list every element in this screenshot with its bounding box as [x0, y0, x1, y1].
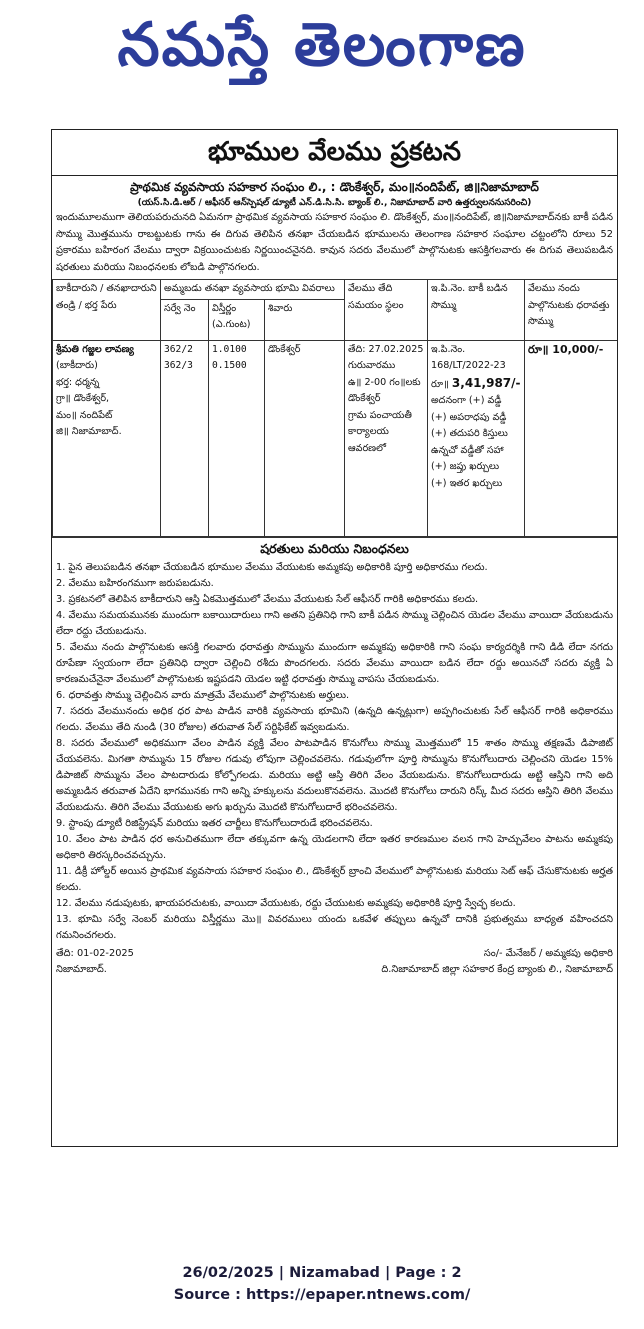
term-item: 1. పైన తెలుపబడిన తనఖా చేయబడిన భూముల వేలము వేయుటకు అమ్మకపు అధికారికి పూర్తి అధికారము గలదు. — [56, 561, 488, 573]
header-extent: విస్తీర్ణం (ఎ.గుంట) — [209, 299, 265, 340]
terms-list — [52, 560, 617, 944]
additional-charge-6: (+) ఇతర ఖర్చులు — [431, 477, 503, 489]
auction-date: తేది: 27.02.2025 — [348, 343, 424, 355]
owner-husband: భర్త: ధర్మన్న — [56, 376, 100, 388]
owner-village: గ్రా॥ డొంకేశ్వర్, — [56, 393, 110, 404]
auction-notice — [51, 129, 618, 1147]
survey-number-2: 362/3 — [164, 360, 193, 371]
auction-venue-2: గ్రామ పంచాయతీ — [348, 409, 412, 421]
header-land-details: అమ్మబడు తనఖా వ్యవసాయ భూమి వివరాలు — [161, 280, 345, 300]
auction-day: గురువారము — [348, 360, 396, 371]
owner-mandal: మం॥ నందిపేట్ — [56, 409, 113, 421]
signatory: సం/- మేనేజర్ / అమ్మకపు అధికారి — [483, 947, 613, 959]
notice-date: తేది: 01-02-2025 — [56, 947, 134, 959]
deposit-cell — [525, 340, 619, 536]
signature-row — [52, 944, 617, 962]
bank-name: ది.నిజామాబాద్ జిల్లా సహకార కేంద్ర బ్యాంకు లి., నిజామాబాద్ — [381, 963, 613, 975]
additional-charge-5: (+) జప్తు ఖర్చులు — [431, 461, 500, 472]
term-item: 2. వేలము బహిరంగముగా జరుపబడును. — [56, 577, 214, 589]
page-footer — [0, 1262, 644, 1306]
organization-subline: (యస్.సి.డి.ఆర్ / ఆఫీసర్ ఆన్‌స్పెషల్ డ్యూటీ ఎన్.డి.సి.సి. బ్యాంక్ లి., నిజామాబాద్ వారి ఉత్తర్వులననుసరించి) — [137, 198, 532, 208]
header-survey: సర్వే నెం — [161, 299, 209, 340]
table-row — [53, 340, 619, 536]
term-item: 10. వేలం పాట పాడిన ధర అనుచితముగా లేదా తక్కువగా ఉన్న యెడలగాని లేదా ఇతర కారణముల వలన గాని హెచ్చువేలం పాటను అమ్మకపు అధికారి తిరస్కరించవచ్చును. — [56, 833, 613, 861]
organization-line: ప్రాథమిక వ్యవసాయ సహకార సంఘం లి., : డొంకేశ్వర్, మం॥నందిపేట్, జి॥నిజామాబాద్ — [130, 180, 539, 194]
signature-row-2 — [52, 962, 617, 978]
survey-cell — [161, 340, 209, 536]
term-item: 5. వేలము నందు పాల్గొనుటకు ఆసక్తి గలవారు ధరావత్తు సొమ్మును ముందుగా అమ్మకపు అధికారికి గాని సంఘ కార్యదర్శికి గాని డిడి లేదా నగదు రూపేణా స్వయంగా లేదా ప్రతినిధి ద్వారా చెల్లించి రశీదు పొందగలరు. సదరు వేలము వాయిదా బడిన లేదా రద్దు అయినచో సదరు వ్యక్తి ఏ కారణమచేనైనా వేలములో పాల్గొనుటకు ఇష్టపడని యెడల ఇట్టి ధరావత్తు సొమ్ము వాపసు చేయబడును. — [56, 641, 613, 685]
extent-2: 0.1500 — [212, 360, 247, 371]
ep-number: 168/LT/2022-23 — [431, 360, 506, 371]
header-deposit: వేలము నందు పాల్గొనుటకు ధరావత్తు సొమ్ము — [525, 280, 619, 341]
additional-charge-4: ఉన్నచో వడ్డీతో సహా — [431, 444, 504, 456]
term-item: 4. వేలము సమయమునకు ముందుగా బకాయిదారులు గాని అతని ప్రతినిధి గాని బాకీ పడిన సొమ్ము చెల్లించిన యెడల వేలము వాయిదా వేయబడును లేదా రద్దు చేయబడును. — [56, 609, 613, 637]
term-item: 12. వేలము నడుపుటకు, ఖాయపరచుటకు, వాయిదా వేయుటకు, రద్దు చేయుటకు అమ్మకపు అధికారికి పూర్తి స్వేచ్ఛ కలదు. — [56, 897, 516, 909]
table-header-row — [53, 280, 619, 300]
term-item: 7. సదరు వేలమునందు అధిక ధర పాట పాడిన వారికి వ్యవసాయ భూమిని (ఉన్నది ఉన్నట్లుగా) అప్పగించుటకు సేల్ ఆఫీసర్ గారికి అధికారము గలదు. వేలము తేది నుండి (30 రోజుల) తరువాత సేల్ సర్టిఫికేట్ ఇవ్వబడును. — [56, 705, 613, 733]
village-name: డొంకేశ్వర్ — [268, 343, 301, 355]
additional-charge-2: (+) అపరాధపు వడ్డీ — [431, 411, 507, 423]
terms-title: షరతులు మరియు నిబంధనలు — [52, 537, 617, 560]
term-item: 11. డిక్రీ హోల్డర్ అయిన ప్రాథమిక వ్యవసాయ సహకార సంఘం లి., డొంకేశ్వర్ బ్రాంచి వేలములో పాల్గొనుటకు మరియు సెట్ ఆఫ్ చేసుకొనుటకు అర్హత కలదు. — [56, 865, 613, 893]
datetime-cell — [345, 340, 428, 536]
intro-paragraph: ఇందుమూలముగా తెలియపరుచునది ఏమనగా ప్రాథమిక వ్యవసాయ సహకార సంఘం లి. డొంకేశ్వర్, మం॥నందిపేట్, జి॥నిజామాబాద్‌నకు బాకీ పడిన సొమ్ము మొత్తమును రాబట్టుటకు గాను ఈ దిగువ తెలిపిన తనఖా చేయబడిన భూములను తెలంగాణ సహకార సంఘాల చట్టంలోని రూలు 52 ప్రకారము బహిరంగ వేలము ద్వారా విక్రయించుటకు నిర్ణయించనైనది. కావున సదరు వేలములో పాల్గొనుటకు ఆసక్తిగలవారు ఈ దిగువ తెలుపబడిన షరతులు మరియు నిబంధనలకు లోబడి పాల్గొనగలరు. — [56, 212, 613, 273]
deposit-amount: రూ॥ 10,000/- — [528, 342, 604, 356]
ep-label: ఇ.పి.నెం. — [431, 343, 466, 355]
additional-charge-1: అదనంగా (+) వడ్డీ — [431, 395, 502, 406]
header-datetime: వేలము తేది సమయం స్థలం — [345, 280, 428, 341]
notice-place: నిజామాబాద్. — [56, 963, 107, 975]
owner-name: శ్రీమతి గజ్జల లావణ్య — [56, 343, 134, 355]
survey-number-1: 362/2 — [164, 343, 193, 355]
owner-district: జి॥ నిజామాబాద్. — [56, 426, 122, 437]
term-item: 3. ప్రకటనలో తెలిపిన బాకీదారుని ఆస్తి ఏకమొత్తములో వేలము వేయుటకు సేల్ ఆఫీసర్ గారికి అధికారము కలదు. — [56, 593, 479, 605]
auction-time: ఉ॥ 2-00 గం॥లకు — [348, 376, 421, 388]
owner-role: (బాకీదారు) — [56, 360, 98, 371]
header-ep-balance: ఇ.పి.నెం. బాకీ బడిన సొమ్ము — [428, 280, 525, 341]
notice-title: భూముల వేలము ప్రకటన — [52, 130, 617, 176]
amount-prefix: రూ॥ — [431, 378, 449, 390]
owner-cell — [53, 340, 161, 536]
footer-edition-line: 26/02/2025 | Nizamabad | Page : 2 — [182, 1265, 462, 1281]
term-item: 6. ధరావత్తు సొమ్ము చెల్లించిన వారు మాత్రమే వేలములో పాల్గొనుటకు అర్హులు. — [56, 689, 350, 701]
village-cell — [265, 340, 345, 536]
balance-amount-line — [431, 375, 521, 394]
auction-venue-3: కార్యాలయ ఆవరణలో — [348, 426, 389, 454]
extent-cell — [209, 340, 265, 536]
term-item: 9. స్టాంపు డ్యూటీ రిజిస్ట్రేషన్ మరియు ఇతర చార్జీలు కొనుగోలుదారుడే భరించవలెను. — [56, 817, 373, 829]
header-village: శివారు — [265, 299, 345, 340]
header-owner: బాకీదారుని / తనఖాదారుని తండ్రి / భర్త పేరు — [53, 280, 161, 341]
extent-1: 1.0100 — [212, 343, 247, 355]
term-item: 13. భూమి సర్వే నెంబర్ మరియు విస్తీర్ణము మొ॥ వివరములు యందు ఒకవేళ తప్పులు ఉన్నచో దానికి ప్రభుత్వము బాధ్యత వహించదని గమనించగలరు. — [56, 913, 613, 941]
term-item: 8. సదరు వేలములో అధికముగా వేలం పాడిన వ్యక్తి వేలం పాటపాడిన కొనుగోలు సొమ్ము మొత్తములో 15 శాతం సొమ్ము తక్షణమే డిపాజిట్ చేయవలెను. మిగతా సొమ్మును 15 రోజుల గడువు లోపుగా చెల్లించవలెను. గడువులోగా పూర్తి సొమ్మును కొనుగోలుదారు చెల్లించని యెడల 15% డిపాజిట్ సొమ్మును వేలం పాటదారుడు కోల్పోగలడు. మరియు అట్టి ఆస్తి తిరిగి వేలం వేయబడును. కొనుగోలుదారుడు అట్టి ఆస్తిని గాని అది అమ్మబడిన తరువాత ఏదేని భాగమునకు గాని అన్ని హక్కులను వదులుకొనవలెను. మొదటి కొనుగోలు దారుని రిస్క్ మీద సదరు ఆస్తిని తిరిగి వేలము వేయబడును. తిరిగి వేలము వేయుటకు అగు ఖర్చును మొదటి కొనుగోలుదారే భరించవలెను. — [56, 737, 613, 813]
newspaper-logo: నమస్తే తెలంగాణ — [117, 10, 527, 80]
footer-source-line: Source : https://epaper.ntnews.com/ — [173, 1287, 471, 1303]
property-table — [52, 279, 618, 537]
masthead — [0, 0, 644, 120]
ep-balance-cell — [428, 340, 525, 536]
additional-charge-3: (+) తదుపరి కిస్తులు — [431, 428, 508, 439]
balance-amount: 3,41,987/- — [451, 375, 521, 390]
auction-venue-1: డొంకేశ్వర్ — [348, 393, 381, 404]
